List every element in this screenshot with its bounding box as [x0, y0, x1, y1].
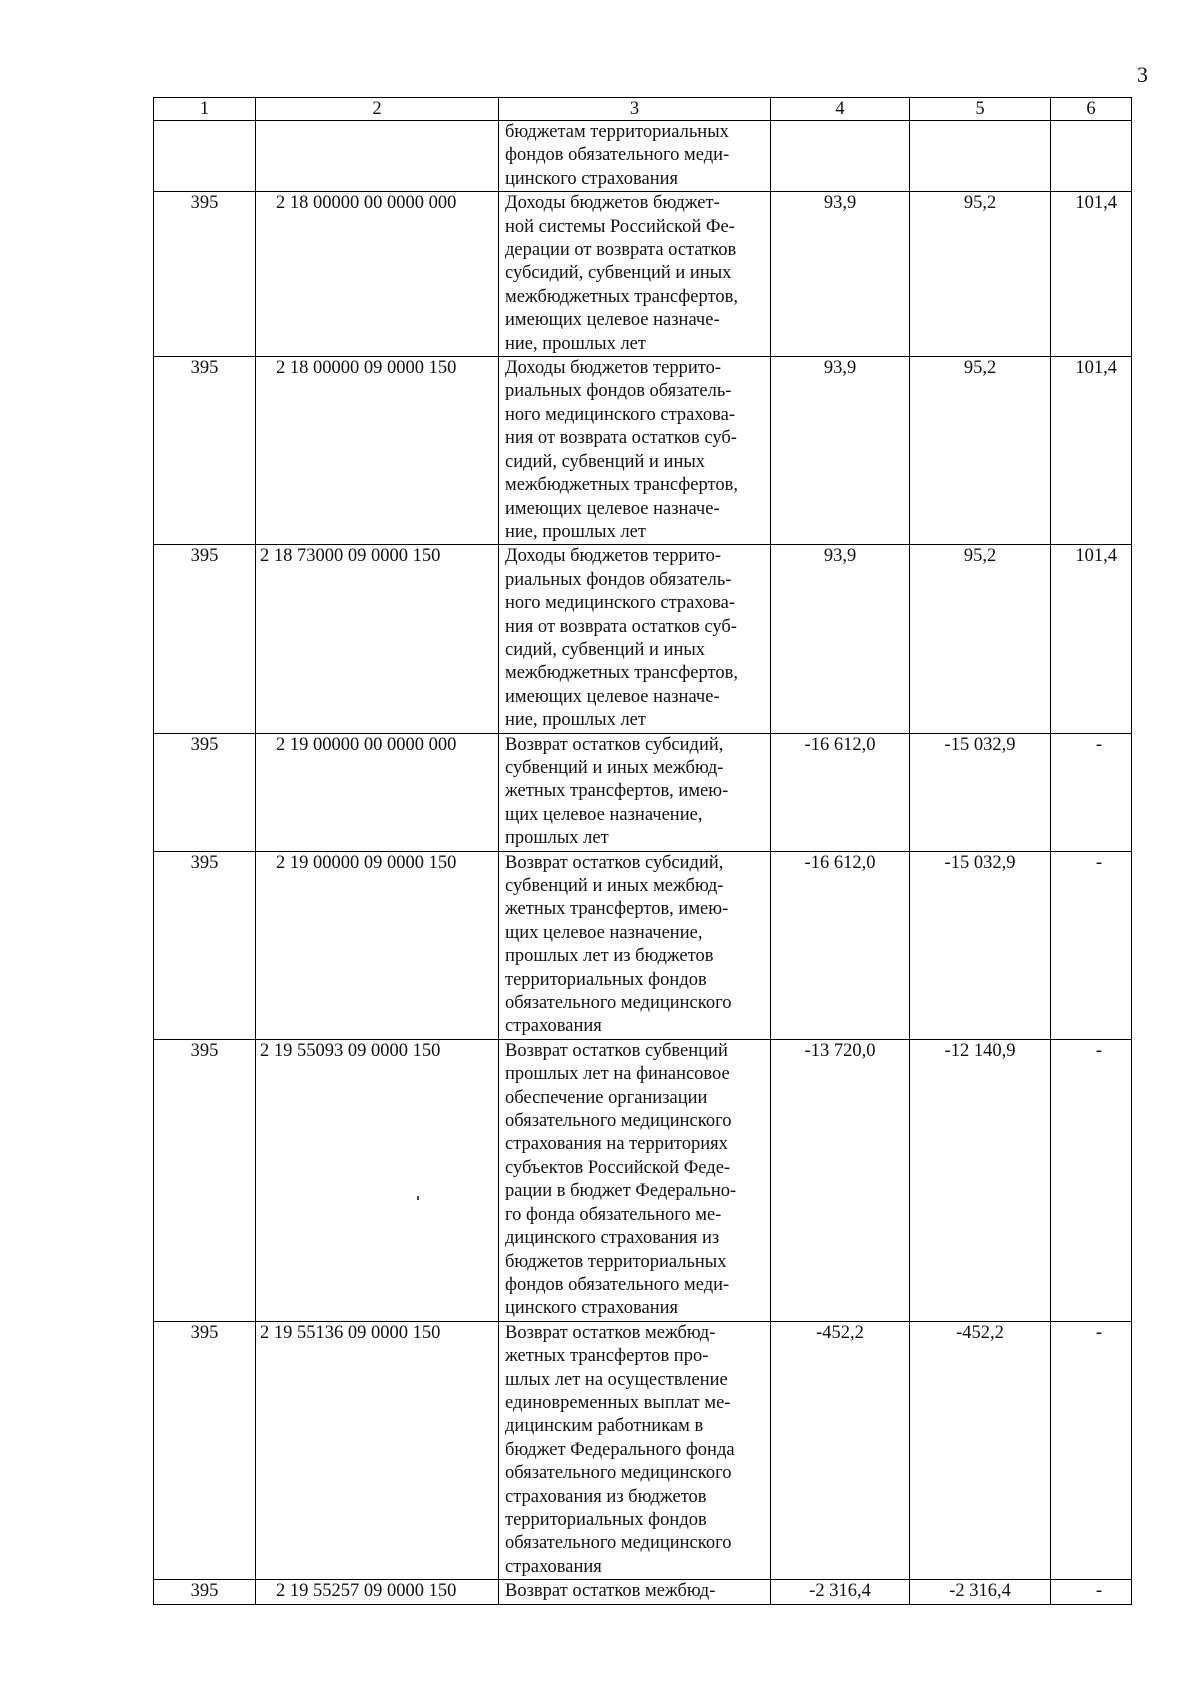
table-row — [154, 192, 1132, 357]
admin-code-cell: 395 — [154, 192, 256, 357]
admin-code-cell: 395 — [154, 851, 256, 1039]
description-line: фондов обязательного меди- — [505, 145, 730, 166]
description-line: жетных трансфертов, имею- — [505, 781, 729, 802]
percent-execution-cell — [1051, 121, 1132, 192]
description-line: территориальных фондов — [505, 969, 707, 990]
executed-amount-cell: 95,2 — [910, 545, 1051, 733]
description-line: прошлых лет на финансовое — [505, 1064, 730, 1085]
description-line: межбюджетных трансфертов, — [505, 286, 738, 307]
description-line: Доходы бюджетов террито- — [505, 546, 721, 567]
description-line: сидий, субвенций и иных — [505, 639, 706, 660]
approved-amount-cell: 93,9 — [771, 357, 910, 545]
description-cell — [499, 1039, 771, 1321]
approved-amount-cell: 93,9 — [771, 192, 910, 357]
percent-execution-cell: 101,4 — [1051, 192, 1132, 357]
description-line: страхования — [505, 1016, 602, 1037]
executed-amount-cell: -452,2 — [910, 1321, 1051, 1579]
description-line: ния от возврата остатков суб- — [505, 428, 737, 449]
description-line: Возврат остатков субсидий, — [505, 852, 724, 873]
description-line: обязательного медицинского — [505, 1533, 732, 1554]
description-line: имеющих целевое назначе- — [505, 310, 720, 331]
description-line: субвенций и иных межбюд- — [505, 876, 724, 896]
budget-classification-code-cell: 2 18 00000 09 0000 150 — [256, 357, 499, 545]
description-line: имеющих целевое назначе- — [505, 498, 720, 519]
description-line: бюджетов территориальных — [505, 1251, 727, 1272]
page-number: 3 — [1137, 62, 1148, 87]
description-line: Возврат остатков субсидий, — [505, 734, 724, 755]
description-line: страхования — [505, 1556, 602, 1577]
admin-code-cell: 395 — [154, 1039, 256, 1321]
description-line: страхования из бюджетов — [505, 1486, 707, 1507]
description-line: шлых лет на осуществление — [505, 1369, 728, 1390]
percent-execution-cell: - — [1051, 1580, 1132, 1604]
description-cell — [499, 733, 771, 851]
budget-classification-code-cell — [256, 121, 499, 192]
table-row — [154, 545, 1132, 733]
budget-classification-code-cell: 2 19 55093 09 0000 150 — [256, 1039, 499, 1321]
budget-classification-code-cell: 2 18 00000 00 0000 000 — [256, 192, 499, 357]
budget-classification-code-cell: 2 19 00000 00 0000 000 — [256, 733, 499, 851]
description-line: Возврат остатков межбюд- — [505, 1322, 716, 1343]
description-line: имеющих целевое назначе- — [505, 686, 720, 707]
header-cell-6: 6 — [1051, 98, 1132, 121]
approved-amount-cell: -2 316,4 — [771, 1580, 910, 1604]
description-line: межбюджетных трансфертов, — [505, 475, 738, 496]
description-line: бюджетам территориальных — [505, 122, 729, 142]
description-line: обязательного медицинского — [505, 993, 732, 1014]
percent-execution-cell: - — [1051, 733, 1132, 851]
scan-mark — [417, 1196, 419, 1200]
description-line: ного медицинского страхова- — [505, 404, 735, 425]
description-line: Доходы бюджетов бюджет- — [505, 193, 720, 214]
table-row — [154, 733, 1132, 851]
executed-amount-cell — [910, 121, 1051, 192]
description-line: ного медицинского страхова- — [505, 593, 735, 614]
description-cell — [499, 1321, 771, 1579]
description-line: прошлых лет — [505, 828, 609, 849]
description-line: обязательного медицинского — [505, 1463, 732, 1484]
header-cell-4: 4 — [771, 98, 910, 121]
description-line: обязательного медицинского — [505, 1111, 732, 1132]
description-line: ние, прошлых лет — [505, 333, 646, 354]
budget-classification-code-cell: 2 19 55257 09 0000 150 — [256, 1580, 499, 1604]
description-cell — [499, 121, 771, 192]
description-cell — [499, 192, 771, 357]
executed-amount-cell: 95,2 — [910, 357, 1051, 545]
table-row — [154, 121, 1132, 192]
admin-code-cell: 395 — [154, 1580, 256, 1604]
percent-execution-cell: - — [1051, 1039, 1132, 1321]
description-cell — [499, 851, 771, 1039]
admin-code-cell — [154, 121, 256, 192]
table-header-row — [154, 98, 1132, 121]
table-row — [154, 357, 1132, 545]
budget-table — [153, 97, 1132, 1605]
description-line: цинского страхования — [505, 1298, 679, 1319]
description-line: жетных трансфертов, имею- — [505, 899, 729, 920]
description-line: ной системы Российской Фе- — [505, 216, 735, 237]
description-cell — [499, 357, 771, 545]
description-line: риальных фондов обязатель- — [505, 569, 732, 590]
executed-amount-cell: -12 140,9 — [910, 1039, 1051, 1321]
description-line: го фонда обязательного ме- — [505, 1204, 722, 1225]
percent-execution-cell: 101,4 — [1051, 357, 1132, 545]
approved-amount-cell: -13 720,0 — [771, 1039, 910, 1321]
description-line: Возврат остатков субвенций — [505, 1040, 728, 1061]
description-line: субъектов Российской Феде- — [505, 1157, 731, 1178]
description-line: дицинского страхования из — [505, 1228, 720, 1249]
header-cell-2: 2 — [256, 98, 499, 121]
description-line: межбюджетных трансфертов, — [505, 663, 738, 684]
description-line: рации в бюджет Федерально- — [505, 1181, 737, 1202]
approved-amount-cell: -452,2 — [771, 1321, 910, 1579]
description-line: ние, прошлых лет — [505, 521, 646, 542]
description-line: щих целевое назначение, — [505, 922, 703, 943]
description-line: субвенций и иных межбюд- — [505, 757, 724, 778]
percent-execution-cell: 101,4 — [1051, 545, 1132, 733]
admin-code-cell: 395 — [154, 733, 256, 851]
executed-amount-cell: -2 316,4 — [910, 1580, 1051, 1604]
description-line: риальных фондов обязатель- — [505, 381, 732, 402]
header-cell-3: 3 — [499, 98, 771, 121]
description-line: фондов обязательного меди- — [505, 1274, 730, 1295]
description-line: территориальных фондов — [505, 1509, 707, 1530]
approved-amount-cell: -16 612,0 — [771, 733, 910, 851]
table-row — [154, 1321, 1132, 1579]
table-row — [154, 1580, 1132, 1604]
percent-execution-cell: - — [1051, 1321, 1132, 1579]
header-cell-1: 1 — [154, 98, 256, 121]
description-cell — [499, 1580, 771, 1604]
header-cell-5: 5 — [910, 98, 1051, 121]
description-line: единовременных выплат ме- — [505, 1392, 731, 1413]
description-line: бюджет Федерального фонда — [505, 1439, 735, 1460]
budget-classification-code-cell: 2 18 73000 09 0000 150 — [256, 545, 499, 733]
description-line: обеспечение организации — [505, 1087, 708, 1108]
approved-amount-cell — [771, 121, 910, 192]
admin-code-cell: 395 — [154, 1321, 256, 1579]
description-line: страхования на территориях — [505, 1134, 728, 1155]
executed-amount-cell: -15 032,9 — [910, 851, 1051, 1039]
budget-classification-code-cell: 2 19 55136 09 0000 150 — [256, 1321, 499, 1579]
approved-amount-cell: -16 612,0 — [771, 851, 910, 1039]
description-line: субсидий, субвенций и иных — [505, 263, 732, 284]
budget-classification-code-cell: 2 19 00000 09 0000 150 — [256, 851, 499, 1039]
executed-amount-cell: -15 032,9 — [910, 733, 1051, 851]
description-line: Возврат остатков межбюд- — [505, 1581, 716, 1602]
description-cell — [499, 545, 771, 733]
description-line: Доходы бюджетов террито- — [505, 358, 721, 379]
admin-code-cell: 395 — [154, 357, 256, 545]
description-line: прошлых лет из бюджетов — [505, 946, 714, 967]
table-row — [154, 851, 1132, 1039]
description-line: цинского страхования — [505, 168, 679, 189]
description-line: ние, прошлых лет — [505, 710, 646, 731]
percent-execution-cell: - — [1051, 851, 1132, 1039]
description-line: дицинским работникам в — [505, 1416, 704, 1437]
description-line: ния от возврата остатков суб- — [505, 616, 737, 637]
description-line: сидий, субвенций и иных — [505, 451, 706, 472]
description-line: дерации от возврата остатков — [505, 240, 737, 261]
table-row — [154, 1039, 1132, 1321]
approved-amount-cell: 93,9 — [771, 545, 910, 733]
description-line: щих целевое назначение, — [505, 804, 703, 825]
description-line: жетных трансфертов про- — [505, 1346, 709, 1367]
executed-amount-cell: 95,2 — [910, 192, 1051, 357]
admin-code-cell: 395 — [154, 545, 256, 733]
